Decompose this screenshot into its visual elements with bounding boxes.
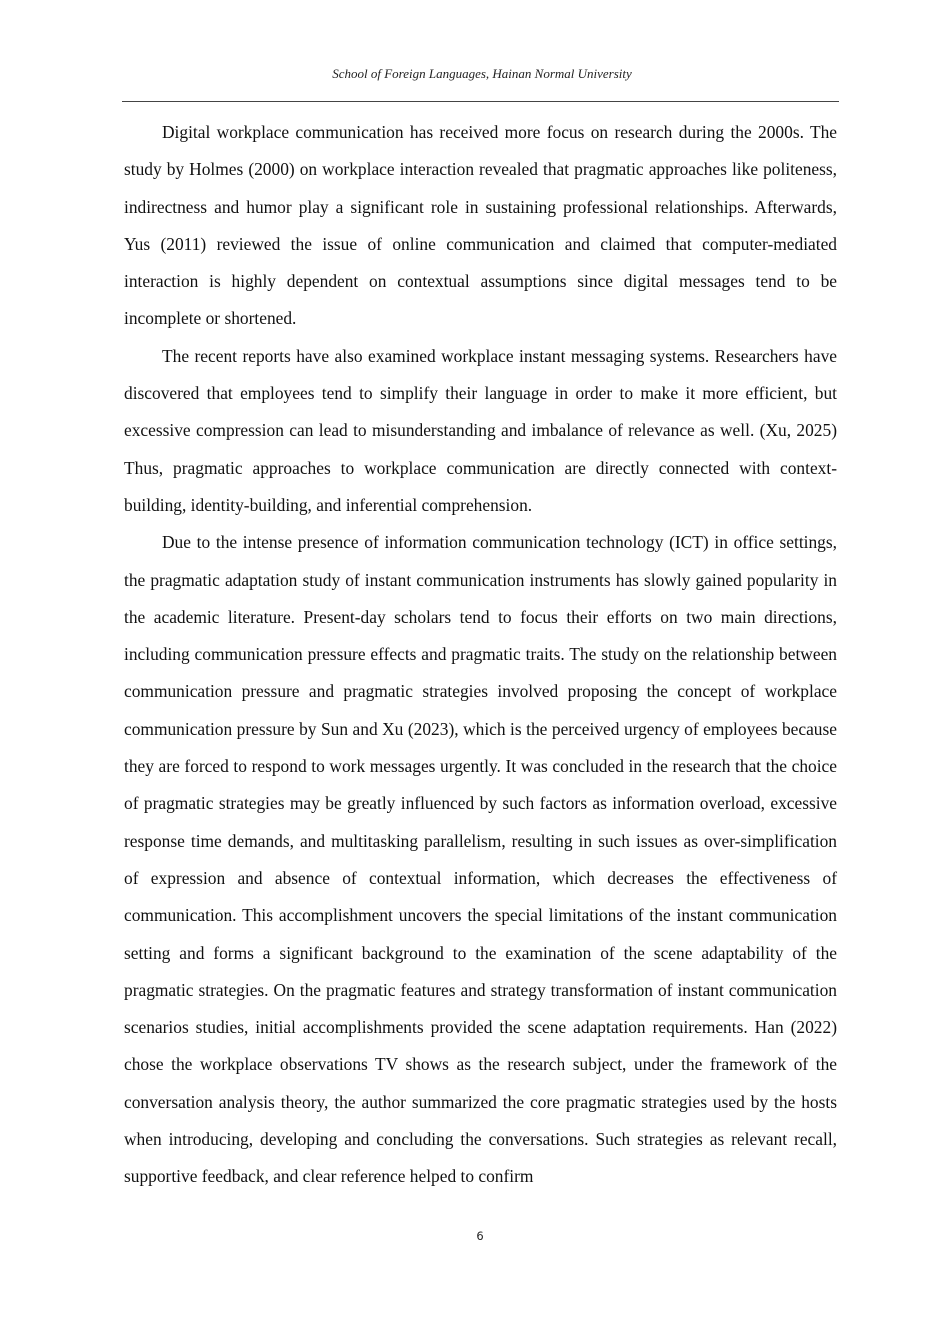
running-header: School of Foreign Languages, Hainan Normal University [332,66,632,81]
header-divider [122,101,839,102]
paragraph-2: The recent reports have also examined workplace instant messaging systems. Researchers have discovered that employees tend to simplify their language in order to make it more efficient, but excessive compression can lead to misunderstanding and imbalance of relevance as well. (Xu, 2025) Thus, pragmatic approaches to workplace communication are directly connected with context-building, identity-building, and inferential comprehension. [124,345,837,515]
body-text [124,114,837,1196]
page-number: 6 [476,1229,484,1243]
paragraph-3: Due to the intense presence of information communication technology (ICT) in office settings, the pragmatic adaptation study of instant communication instruments has slowly gained popularity in the academic literature. Present-day scholars tend to focus their efforts on two main directions, including communication pressure effects and pragmatic traits. The study on the relationship between communication pressure and pragmatic strategies involved proposing the concept of workplace communication pressure by Sun and Xu (2023), which is the perceived urgency of employees because they are forced to respond to work messages urgently. It was concluded in the research that the choice of pragmatic strategies may be greatly influenced by such factors as information overload, excessive response time demands, and multitasking parallelism, resulting in such issues as over-simplification of expression and absence of contextual information, which decreases the effectiveness of communication. This accomplishment uncovers the special limitations of the instant communication setting and forms a significant background to the examination of the scene adaptability of the pragmatic strategies. On the pragmatic features and strategy transformation of instant communication scenarios studies, initial accomplishments provided the scene adaptation requirements. Han (2022) chose the workplace observations TV shows as the research subject, under the framework of the conversation analysis theory, the author summarized the core pragmatic strategies used by the hosts when introducing, developing and concluding the conversations. Such strategies as relevant recall, supportive feedback, and clear reference helped to confirm [124,532,837,1187]
paragraph-1: Digital workplace communication has received more focus on research during the 2000s. The study by Holmes (2000) on workplace interaction revealed that pragmatic approaches like politeness, indirectness and humor play a significant role in sustaining professional relationships. Afterwards, Yus (2011) reviewed the issue of online communication and claimed that computer-mediated interaction is highly dependent on contextual assumptions since digital messages tend to be incomplete or shortened. [124,122,837,329]
